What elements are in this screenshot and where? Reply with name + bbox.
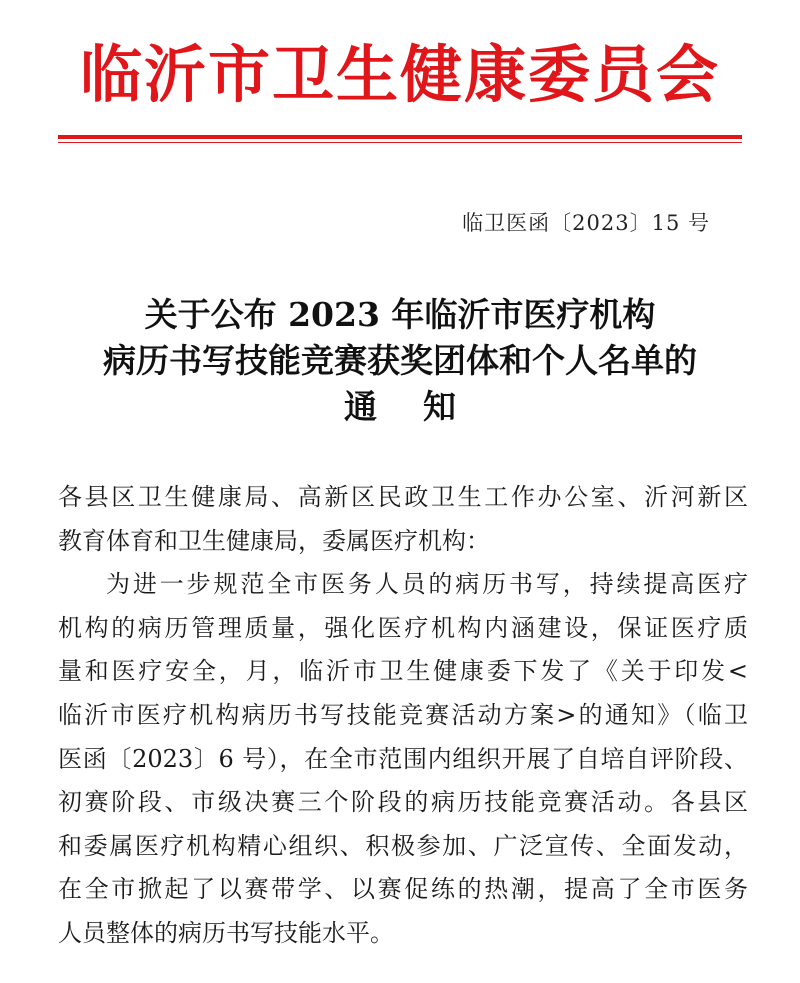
paragraph-line: 和委属医疗机构精心组织、积极参加、广泛宣传、全面发动，: [58, 831, 748, 860]
title-line-1: 关于公布 2023 年临沂市医疗机构: [144, 295, 656, 334]
red-divider-thick: [58, 135, 742, 139]
paragraph-line: 人员整体的病历书写技能水平。: [58, 918, 394, 947]
paragraph-line: 在全市掀起了以赛带学、以赛促练的热潮，提高了全市医务: [58, 875, 748, 904]
paragraph-line: 为进一步规范全市医务人员的病历书写，持续提高医疗: [106, 570, 748, 599]
paragraph-line: 机构的病历管理质量，强化医疗机构内涵建设，保证医疗质: [58, 613, 748, 642]
org-masthead: 临沂市卫生健康委员会: [79, 38, 720, 111]
title-line-3: 通知: [344, 387, 502, 426]
salutation-line-2: 教育体育和卫生健康局，委属医疗机构：: [58, 526, 490, 555]
red-divider-thin: [58, 142, 742, 143]
paragraph-line: 临沂市医疗机构病历书写技能竞赛活动方案>的通知》（临卫: [58, 700, 748, 729]
paragraph-line: 量和医疗安全，月，临沂市卫生健康委下发了《关于印发<: [58, 657, 748, 686]
salutation-line-1: 各县区卫生健康局、高新区民政卫生工作办公室、沂河新区: [58, 483, 748, 511]
document-number: 临卫医函〔2023〕15 号: [462, 211, 710, 235]
title-line-2: 病历书写技能竞赛获奖团体和个人名单的: [103, 341, 697, 380]
document-body: [58, 476, 748, 956]
document-title: [40, 292, 760, 430]
paragraph-line: 初赛阶段、市级决赛三个阶段的病历技能竞赛活动。各县区: [58, 788, 748, 817]
paragraph-line: 医函〔2023〕6 号），在全市范围内组织开展了自培自评阶段、: [58, 744, 748, 773]
